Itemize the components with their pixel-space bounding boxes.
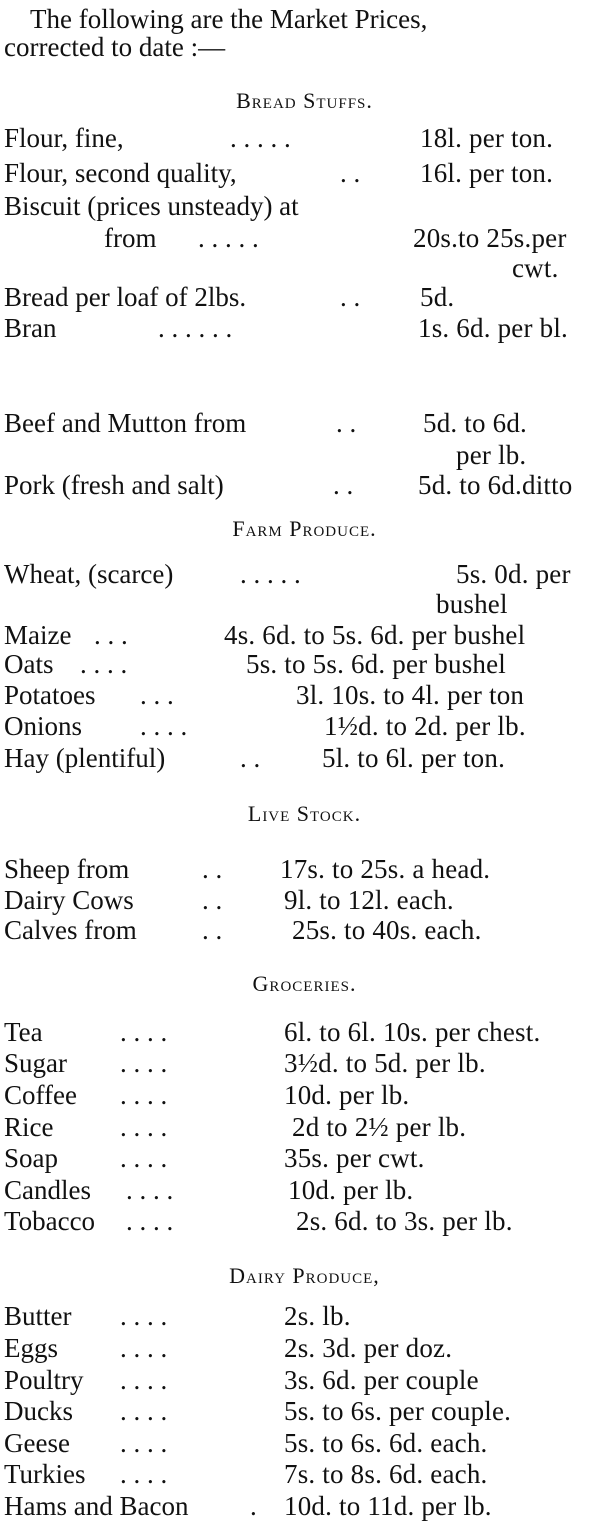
item-name-cont: from: [104, 223, 157, 253]
price-value: 5d.: [420, 282, 455, 312]
item-name: Beef and Mutton from: [4, 408, 247, 438]
price-value-cont: cwt.: [512, 253, 559, 283]
item-name: Bran: [4, 313, 57, 343]
price-value: 4s. 6d. to 5s. 6d. per bushel: [224, 620, 526, 650]
price-value: 10d. per lb.: [284, 1080, 410, 1110]
price-value: 9l. to 12l. each.: [284, 885, 454, 915]
item-name: Flour, fine,: [4, 123, 124, 153]
item-name: Coffee: [4, 1080, 77, 1110]
item-name: Rice: [4, 1112, 54, 1142]
leader-dots: . . . .: [120, 1048, 168, 1078]
item-name: Candles: [4, 1175, 91, 1205]
price-value: 18l. per ton.: [420, 123, 554, 153]
item-name: Butter: [4, 1301, 72, 1331]
price-row-sheep: [0, 852, 609, 886]
price-row-bread: [0, 280, 609, 314]
intro-text-2: corrected to date :—: [4, 32, 226, 62]
item-name: Geese: [4, 1428, 70, 1458]
price-row-turkies: [0, 1457, 609, 1491]
price-row-potatoes: [0, 678, 609, 712]
leader-dots: . . .: [94, 620, 128, 650]
price-value: 6l. to 6l. 10s. per chest.: [284, 1017, 541, 1047]
price-row-eggs: [0, 1331, 609, 1365]
section-heading-live-stock: Live Stock.: [247, 801, 362, 826]
price-value-cont: bushel: [436, 589, 508, 619]
leader-dots: . .: [333, 470, 354, 500]
price-value: 3½d. to 5d. per lb.: [284, 1048, 486, 1078]
price-value: 16l. per ton.: [420, 158, 554, 188]
leader-dots: . . . .: [120, 1143, 168, 1173]
price-value: 2d to 2½ per lb.: [292, 1112, 467, 1142]
price-row-onions: [0, 709, 609, 743]
price-value: 10d. to 11d. per lb.: [284, 1491, 492, 1521]
section-heading-bread-stuffs: Bread Stuffs.: [236, 88, 373, 113]
price-row-geese: [0, 1426, 609, 1460]
price-row-wheat: [0, 557, 609, 591]
price-row-butter: [0, 1299, 609, 1333]
item-name: Bread per loaf of 2lbs.: [4, 282, 247, 312]
leader-dots: . . .: [140, 680, 174, 710]
price-row-pork: [0, 468, 609, 502]
item-name: Potatoes: [4, 680, 96, 710]
price-value: 5s. to 6s. per couple.: [284, 1396, 512, 1426]
leader-dots: . . . .: [120, 1428, 168, 1458]
item-name: Sugar: [4, 1048, 67, 1078]
price-row-beef-mutton: [0, 406, 609, 440]
leader-dots: . . . .: [120, 1017, 168, 1047]
item-name: Sheep from: [4, 854, 130, 884]
leader-dots: . .: [240, 743, 261, 773]
item-name: Ducks: [4, 1396, 73, 1426]
leader-dots: . . . . .: [240, 559, 301, 589]
leader-dots: . . . .: [120, 1396, 168, 1426]
leader-dots: . .: [202, 854, 223, 884]
price-value: 2s. 3d. per doz.: [284, 1333, 453, 1363]
price-row-flour-fine: [0, 121, 609, 155]
price-value: 35s. per cwt.: [284, 1143, 425, 1173]
price-row-rice: [0, 1110, 609, 1144]
item-name: Flour, second quality,: [4, 158, 237, 188]
leader-dots: . . . .: [120, 1333, 168, 1363]
leader-dots: . . . .: [120, 1459, 168, 1489]
price-value: 3s. 6d. per couple: [284, 1365, 479, 1395]
price-row-sugar: [0, 1046, 609, 1080]
section-heading-groceries: Groceries.: [252, 971, 357, 996]
price-row-soap: [0, 1141, 609, 1175]
item-name: Eggs: [4, 1333, 58, 1363]
item-name: Poultry: [4, 1365, 84, 1395]
item-name: Tobacco: [4, 1206, 96, 1236]
price-row-ducks: [0, 1394, 609, 1428]
price-row-calves: [0, 913, 609, 947]
price-row-tea: [0, 1015, 609, 1049]
price-value: 5s. 0d. per: [456, 559, 571, 589]
price-value: 20s.to 25s.per: [413, 223, 567, 253]
price-row-hams-bacon: [0, 1489, 609, 1523]
intro-line-2: [0, 30, 609, 64]
section-heading-farm-produce: Farm Produce.: [232, 516, 377, 541]
price-value: 5s. to 5s. 6d. per bushel: [246, 649, 506, 679]
price-row-poultry: [0, 1363, 609, 1397]
price-value: 5d. to 6d.: [423, 408, 528, 438]
leader-dots: . . . .: [80, 649, 128, 679]
price-row-dairy-cows: [0, 883, 609, 917]
price-value: 1½d. to 2d. per lb.: [324, 711, 526, 741]
leader-dots: .: [250, 1491, 257, 1521]
price-row-coffee: [0, 1078, 609, 1112]
price-value: 7s. to 8s. 6d. each.: [284, 1459, 488, 1489]
leader-dots: . . . .: [120, 1365, 168, 1395]
item-name: Dairy Cows: [4, 885, 134, 915]
price-value: 10d. per lb.: [288, 1175, 414, 1205]
price-value-cont: per lb.: [456, 440, 527, 470]
leader-dots: . .: [340, 158, 361, 188]
section-heading-dairy-produce: Dairy Produce,: [229, 1263, 380, 1288]
item-name: Turkies: [4, 1459, 86, 1489]
item-name: Hams and Bacon: [4, 1491, 189, 1521]
leader-dots: . . . .: [120, 1301, 168, 1331]
leader-dots: . . . . .: [230, 123, 291, 153]
item-name: Tea: [4, 1017, 43, 1047]
item-name: Pork (fresh and salt): [4, 470, 224, 500]
leader-dots: . . . .: [126, 1206, 174, 1236]
price-value: 17s. to 25s. a head.: [280, 854, 491, 884]
item-name: Calves from: [4, 915, 137, 945]
intro-text-1: The following are the Market Prices,: [30, 4, 428, 34]
price-row-candles: [0, 1173, 609, 1207]
item-name: Onions: [4, 711, 83, 741]
price-value: 25s. to 40s. each.: [292, 915, 482, 945]
item-name: Wheat, (scarce): [4, 559, 174, 589]
price-row-flour-second: [0, 156, 609, 190]
leader-dots: . .: [340, 282, 361, 312]
price-value: 5d. to 6d.ditto: [418, 470, 573, 500]
leader-dots: . . . . .: [198, 223, 259, 253]
leader-dots: . . . .: [126, 1175, 174, 1205]
price-value: 2s. 6d. to 3s. per lb.: [296, 1206, 513, 1236]
item-name: Maize: [4, 620, 72, 650]
price-value: 5s. to 6s. 6d. each.: [284, 1428, 488, 1458]
price-row-biscuit-cont: [0, 221, 609, 255]
item-name: Soap: [4, 1143, 58, 1173]
leader-dots: . . . . . .: [158, 313, 233, 343]
item-name: Oats: [4, 649, 54, 679]
price-value: 5l. to 6l. per ton.: [322, 743, 506, 773]
price-row-oats: [0, 647, 609, 681]
price-row-tobacco: [0, 1204, 609, 1238]
price-value: 2s. lb.: [284, 1301, 351, 1331]
leader-dots: . .: [202, 915, 223, 945]
price-row-hay: [0, 741, 609, 775]
price-row-wheat-cont: [0, 587, 609, 621]
leader-dots: . . . .: [120, 1080, 168, 1110]
item-name: Hay (plentiful): [4, 743, 166, 773]
price-value: 1s. 6d. per bl.: [418, 313, 568, 343]
leader-dots: . .: [202, 885, 223, 915]
price-row-beef-cont: [0, 438, 609, 472]
item-name: Biscuit (prices unsteady) at: [4, 191, 299, 221]
price-row-biscuit: [0, 189, 609, 223]
leader-dots: . .: [336, 408, 357, 438]
leader-dots: . . . .: [140, 711, 188, 741]
leader-dots: . . . .: [120, 1112, 168, 1142]
price-value: 3l. 10s. to 4l. per ton: [296, 680, 525, 710]
price-row-bran: [0, 311, 609, 345]
